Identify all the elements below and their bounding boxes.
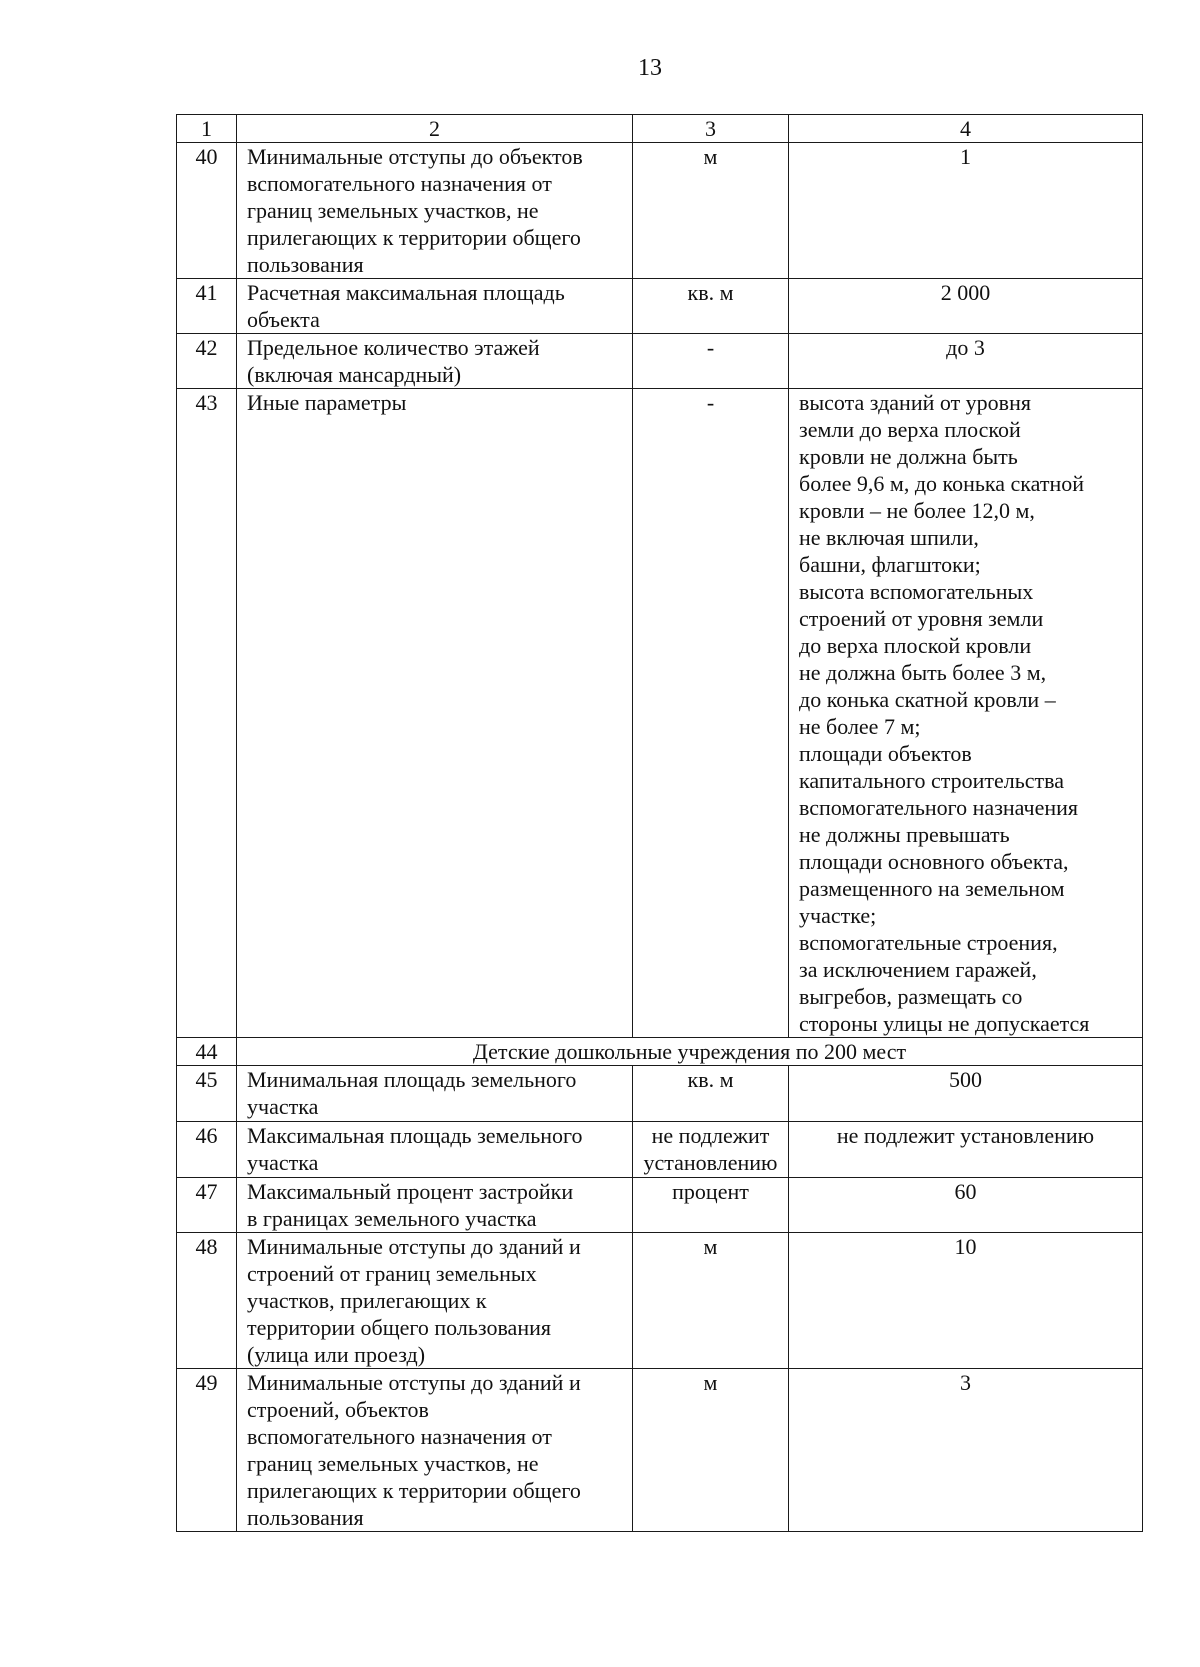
parameters-table	[176, 114, 1143, 1532]
parameter-name-line: пользования	[247, 252, 364, 277]
value-line: не более 7 м;	[799, 714, 921, 739]
parameter-name-line: участка	[247, 1150, 319, 1175]
parameter-name-line: (улица или проезд)	[247, 1342, 426, 1367]
value-cell: до 3	[789, 334, 1143, 389]
row-number: 40	[177, 143, 237, 279]
parameter-name	[237, 1122, 633, 1178]
section-heading: Детские дошкольные учреждения по 200 мест	[237, 1038, 1143, 1066]
value-cell: 500	[789, 1066, 1143, 1122]
parameter-name	[237, 389, 633, 1038]
row-number: 42	[177, 334, 237, 389]
table-row	[177, 389, 1143, 1038]
table-row	[177, 143, 1143, 279]
row-number: 45	[177, 1066, 237, 1122]
parameter-name-line: границ земельных участков, не	[247, 198, 539, 223]
value-line: кровли – не более 12,0 м,	[799, 498, 1035, 523]
value-line: площади основного объекта,	[799, 849, 1069, 874]
value-line: до конька скатной кровли –	[799, 687, 1056, 712]
header-col-4: 4	[789, 115, 1143, 143]
unit-cell: кв. м	[633, 279, 789, 334]
table-row	[177, 1122, 1143, 1178]
value-line: за исключением гаражей,	[799, 957, 1037, 982]
value-cell: 3	[789, 1369, 1143, 1532]
header-col-2: 2	[237, 115, 633, 143]
row-number: 49	[177, 1369, 237, 1532]
row-number: 46	[177, 1122, 237, 1178]
table-row	[177, 1233, 1143, 1369]
row-number: 41	[177, 279, 237, 334]
parameter-name	[237, 1066, 633, 1122]
unit-line: установлению	[643, 1150, 778, 1175]
parameter-name-line: Иные параметры	[247, 390, 407, 415]
page-number: 13	[638, 55, 662, 81]
parameter-name-line: вспомогательного назначения от	[247, 171, 552, 196]
parameter-name-line: прилегающих к территории общего	[247, 225, 581, 250]
value-line: высота зданий от уровня	[799, 390, 1031, 415]
parameter-name-line: Расчетная максимальная площадь	[247, 280, 565, 305]
parameter-name-line: границ земельных участков, не	[247, 1451, 539, 1476]
row-number: 44	[177, 1038, 237, 1066]
table-row	[177, 1178, 1143, 1233]
value-line: высота вспомогательных	[799, 579, 1034, 604]
parameter-name	[237, 1369, 633, 1532]
parameter-name-line: территории общего пользования	[247, 1315, 551, 1340]
row-number: 43	[177, 389, 237, 1038]
table-row	[177, 1066, 1143, 1122]
parameter-name-line: в границах земельного участка	[247, 1206, 537, 1231]
value-line: размещенного на земельном	[799, 876, 1065, 901]
unit-cell: -	[633, 389, 789, 1038]
value-cell: не подлежит установлению	[789, 1122, 1143, 1178]
parameter-name-line: Максимальная площадь земельного	[247, 1123, 583, 1148]
parameter-name	[237, 1233, 633, 1369]
value-cell: 60	[789, 1178, 1143, 1233]
parameter-name	[237, 143, 633, 279]
parameter-name-line: строений от границ земельных	[247, 1261, 537, 1286]
table-row	[177, 1369, 1143, 1532]
value-line: стороны улицы не допускается	[799, 1011, 1090, 1036]
value-line: башни, флагштоки;	[799, 552, 981, 577]
parameter-name-line: прилегающих к территории общего	[247, 1478, 581, 1503]
value-line: более 9,6 м, до конька скатной	[799, 471, 1085, 496]
value-line: не должны превышать	[799, 822, 1010, 847]
parameter-name-line: (включая мансардный)	[247, 362, 462, 387]
table-row	[177, 334, 1143, 389]
row-number: 48	[177, 1233, 237, 1369]
value-cell: 2 000	[789, 279, 1143, 334]
parameter-name	[237, 279, 633, 334]
table-row	[177, 1038, 1143, 1066]
value-cell: 1	[789, 143, 1143, 279]
value-line: не должна быть более 3 м,	[799, 660, 1047, 685]
value-cell: 10	[789, 1233, 1143, 1369]
value-line: участке;	[799, 903, 877, 928]
value-line: кровли не должна быть	[799, 444, 1018, 469]
parameter-name	[237, 334, 633, 389]
unit-cell: кв. м	[633, 1066, 789, 1122]
parameter-name-line: участка	[247, 1094, 319, 1119]
parameter-name-line: пользования	[247, 1505, 364, 1530]
row-number: 47	[177, 1178, 237, 1233]
table-header-row	[177, 115, 1143, 143]
parameter-name-line: Минимальная площадь земельного	[247, 1067, 577, 1092]
parameter-name-line: Минимальные отступы до зданий и	[247, 1234, 581, 1259]
parameter-name-line: Минимальные отступы до объектов	[247, 144, 583, 169]
parameter-name-line: Минимальные отступы до зданий и	[247, 1370, 581, 1395]
value-line: строений от уровня земли	[799, 606, 1044, 631]
parameter-name-line: участков, прилегающих к	[247, 1288, 487, 1313]
unit-cell: м	[633, 1369, 789, 1532]
value-cell	[789, 389, 1143, 1038]
parameter-name-line: Предельное количество этажей	[247, 335, 540, 360]
parameter-name-line: объекта	[247, 307, 320, 332]
value-line: земли до верха плоской	[799, 417, 1021, 442]
value-line: площади объектов	[799, 741, 972, 766]
unit-line: не подлежит	[651, 1123, 770, 1148]
header-col-1: 1	[177, 115, 237, 143]
parameter-name	[237, 1178, 633, 1233]
value-line: до верха плоской кровли	[799, 633, 1032, 658]
parameter-name-line: вспомогательного назначения от	[247, 1424, 552, 1449]
unit-cell: процент	[633, 1178, 789, 1233]
parameter-name-line: строений, объектов	[247, 1397, 429, 1422]
unit-cell: -	[633, 334, 789, 389]
value-line: капитального строительства	[799, 768, 1065, 793]
unit-cell	[633, 1122, 789, 1178]
header-col-3: 3	[633, 115, 789, 143]
value-line: вспомогательные строения,	[799, 930, 1058, 955]
unit-cell: м	[633, 1233, 789, 1369]
value-line: выгребов, размещать со	[799, 984, 1023, 1009]
unit-cell: м	[633, 143, 789, 279]
table-row	[177, 279, 1143, 334]
value-line: вспомогательного назначения	[799, 795, 1079, 820]
value-line: не включая шпили,	[799, 525, 979, 550]
parameter-name-line: Максимальный процент застройки	[247, 1179, 574, 1204]
